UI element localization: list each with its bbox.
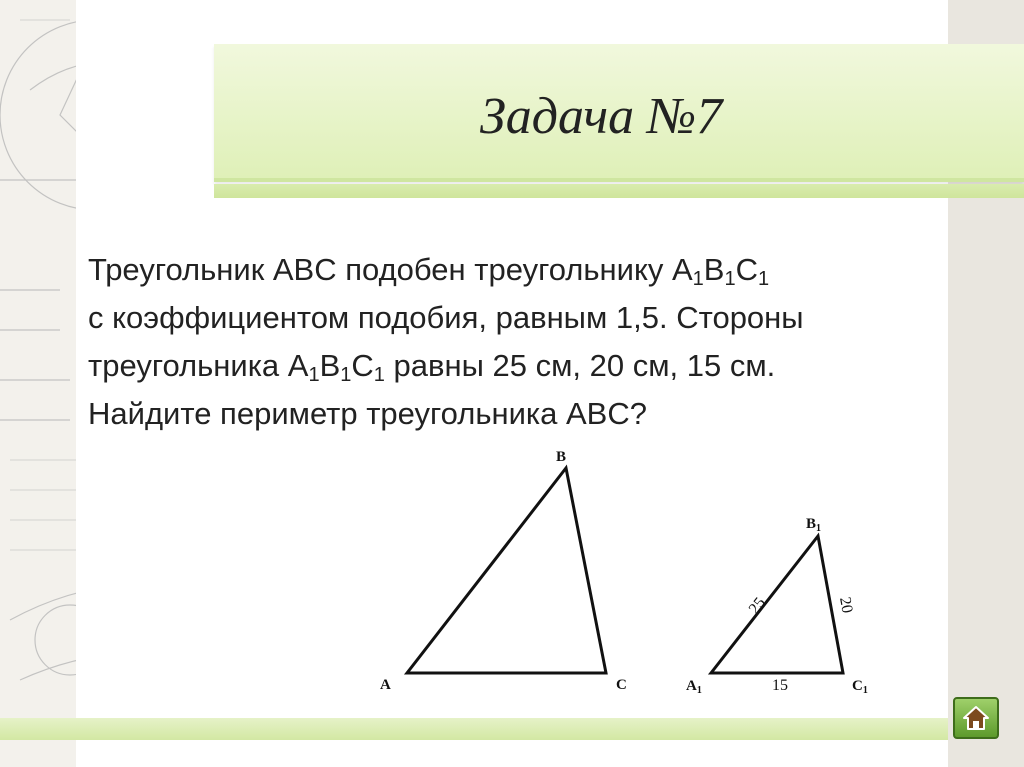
subscript: 1: [816, 523, 822, 534]
subscript: 1: [340, 364, 352, 386]
vertex-letter: B: [806, 516, 817, 532]
triangle-a1b1c1-shape: [711, 536, 843, 673]
side-label-a1b1: 25: [745, 594, 770, 618]
vertex-letter: C: [852, 678, 863, 694]
home-button[interactable]: [953, 697, 999, 739]
vertex-letter: A: [686, 678, 697, 694]
vertex-label-c1: [852, 678, 868, 696]
triangle-abc: [380, 449, 627, 693]
subscript: 1: [308, 364, 320, 386]
problem-text-fragment: B: [319, 348, 341, 383]
bottom-band: [0, 718, 948, 740]
subscript: 1: [692, 268, 704, 290]
problem-text-fragment: равны 25 см, 20 см, 15 см.: [384, 348, 776, 383]
problem-line-2: с коэффициентом подобия, равным 1,5. Стороны: [88, 300, 804, 335]
vertex-label-a1: [686, 678, 702, 696]
problem-text-fragment: треугольника A: [88, 348, 309, 383]
vertex-label-b1: [806, 516, 821, 534]
triangle-a1b1c1: [686, 516, 868, 696]
subscript: 1: [758, 268, 770, 290]
vertex-label-a: A: [380, 677, 391, 693]
problem-text-fragment: Треугольник ABC подобен треугольнику A: [88, 252, 693, 287]
vertex-label-b: B: [556, 449, 567, 465]
problem-text-fragment: C: [351, 348, 374, 383]
triangle-abc-shape: [407, 468, 606, 673]
subscript: 1: [862, 685, 868, 696]
subscript: 1: [373, 364, 385, 386]
subscript: 1: [724, 268, 736, 290]
vertex-label-c: C: [616, 677, 627, 693]
page-title: Задача №7: [480, 88, 723, 145]
side-label-a1c1: 15: [772, 677, 788, 694]
home-icon: [961, 704, 991, 732]
problem-text-fragment: C: [735, 252, 758, 287]
problem-line-4: Найдите периметр треугольника ABC?: [88, 396, 647, 431]
problem-text-fragment: B: [703, 252, 725, 287]
side-label-b1c1: 20: [836, 595, 856, 615]
subscript: 1: [696, 685, 702, 696]
